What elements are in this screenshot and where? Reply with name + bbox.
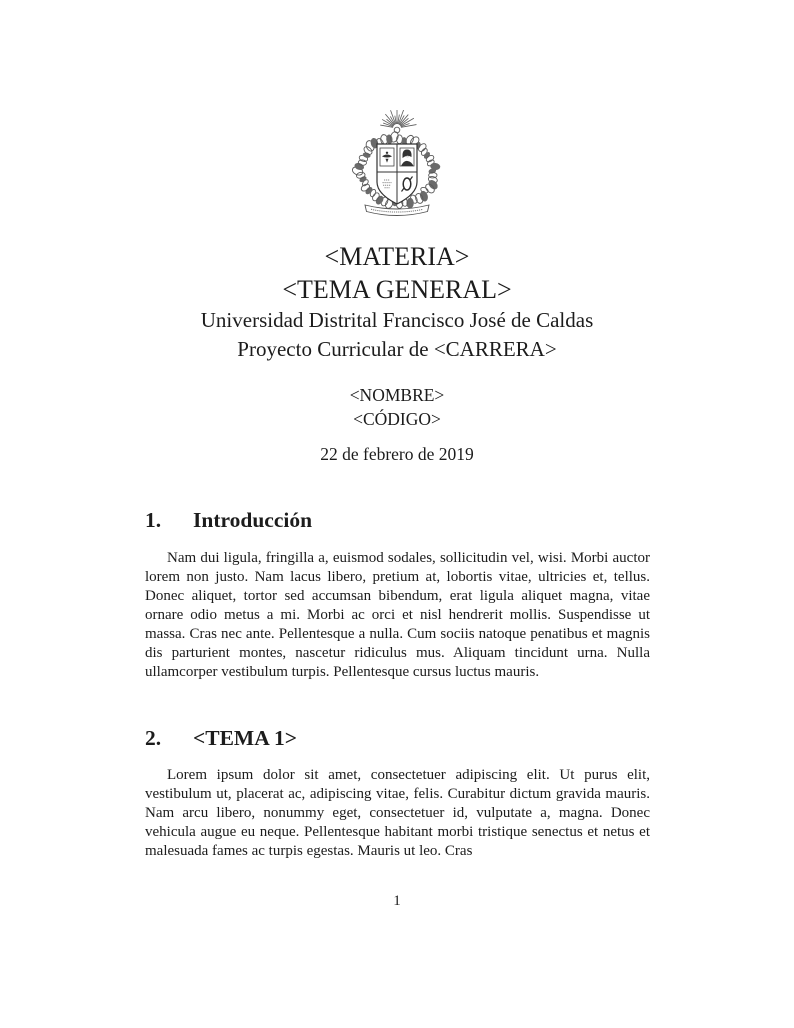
paragraph-introduccion: Nam dui ligula, fringilla a, euismod sodales, sollicitudin vel, wisi. Morbi auctor lorem non justo. Nam lacus libero, pretium at, lobortis vitae, ultricies et, tellus. Donec aliquet, tortor sed accumsan bibendum, erat ligula aliquet magna, vitae ornare odio metus a mi. Morbi ac orci et nisl hendrerit mollis. Suspendisse ut massa. Cras nec ante. Pellentesque a nulla. Cum sociis natoque penatibus et magnis dis parturient montes, nascetur ridiculus mus. Aliquam tincidunt urna. Nulla ullamcorper vestibulum turpis. Pellentesque cursus luctus mauris. xyxy=(145,550,650,680)
page-number: 1 xyxy=(393,893,401,909)
section-title: <TEMA 1> xyxy=(193,726,297,750)
title-university: Universidad Distrital Francisco José de Caldas xyxy=(200,308,594,332)
section-heading-tema-1 xyxy=(145,726,705,751)
section-title: Introducción xyxy=(193,508,313,532)
crest-shield xyxy=(377,144,417,204)
title-proyecto-curricular: Proyecto Curricular de <CARRERA> xyxy=(237,337,557,361)
author-name: <NOMBRE> xyxy=(349,385,445,405)
document-date: 22 de febrero de 2019 xyxy=(320,444,474,464)
university-crest-icon xyxy=(349,110,445,218)
title-materia: <MATERIA> xyxy=(324,242,470,271)
author-code: <CÓDIGO> xyxy=(353,409,441,429)
section-number: 2. xyxy=(145,726,162,750)
section-number: 1. xyxy=(145,508,162,532)
title-tema-general: <TEMA GENERAL> xyxy=(282,275,512,304)
paragraph-tema-1: Lorem ipsum dolor sit amet, consectetuer adipiscing elit. Ut purus elit, vestibulum ut, placerat ac, adipiscing vitae, felis. Curabitur dictum gravida mauris. Nam arcu libero, nonummy eget, consectetuer id, vulputate a, magna. Donec vehicula augue eu neque. Pellentesque habitant morbi tristique senectus et netus et malesuada fames ac turpis egestas. Mauris ut leo. Cras xyxy=(145,767,650,859)
section-heading-introduccion xyxy=(145,508,705,533)
